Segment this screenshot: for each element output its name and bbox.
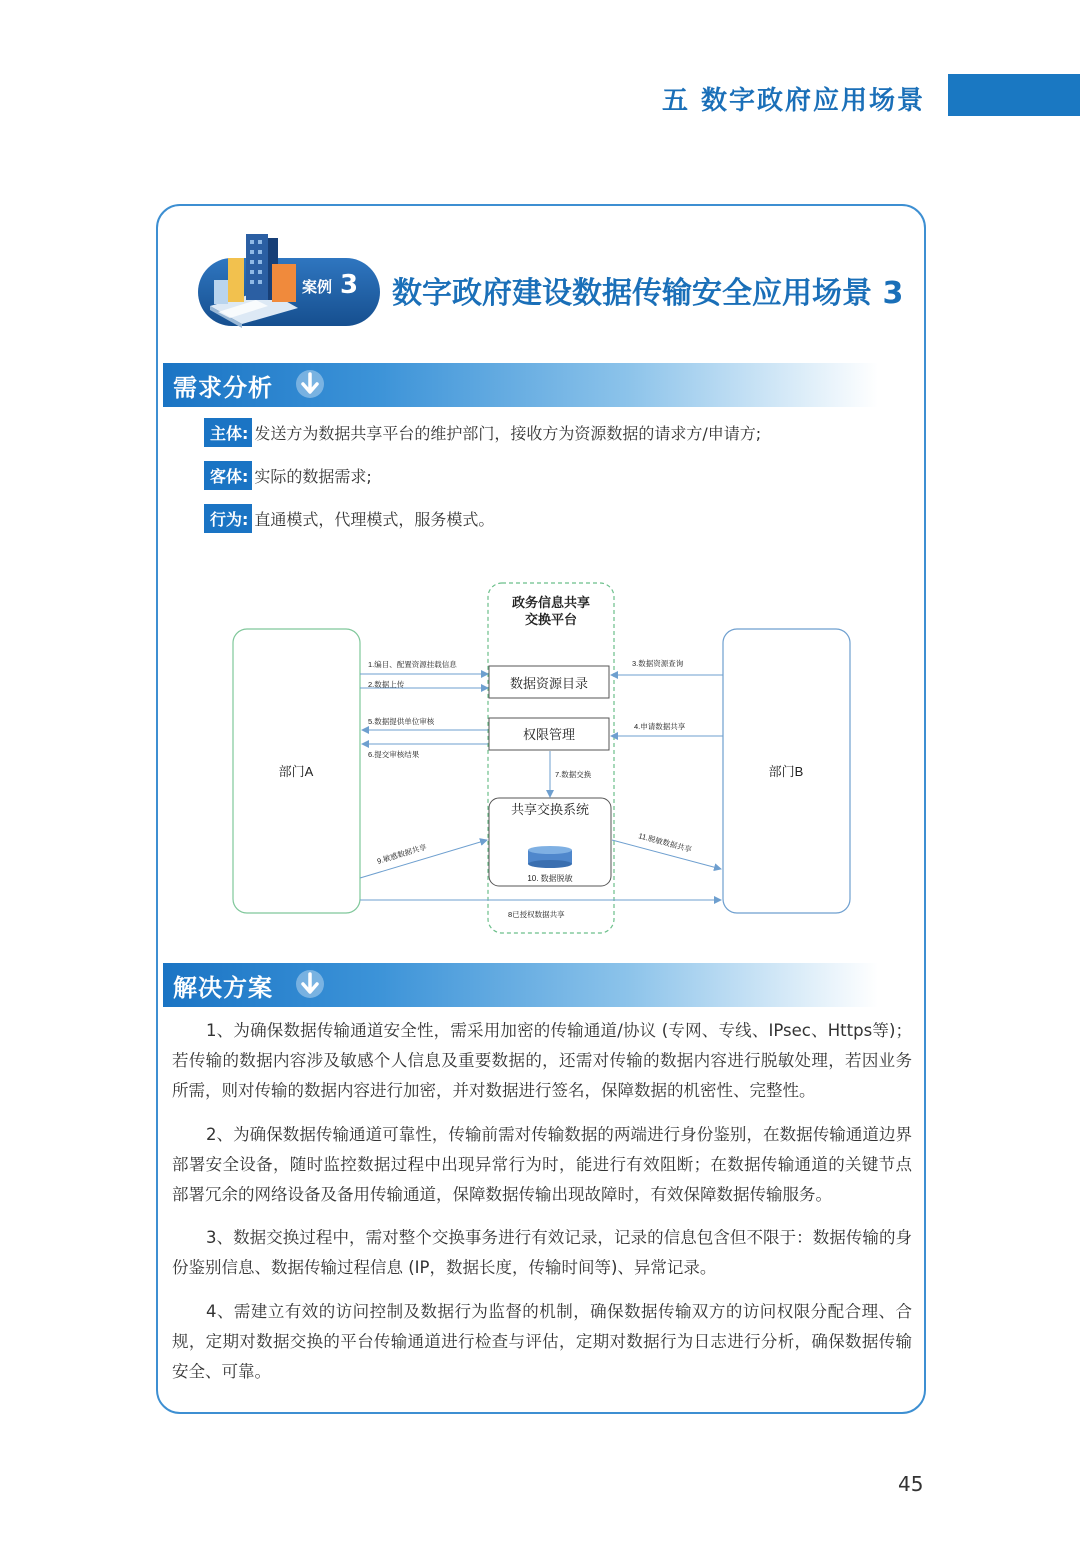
case-number: 3 — [340, 270, 359, 300]
solution-paragraph-2: 2、为确保数据传输通道可靠性，传输前需对传输数据的两端进行身份鉴别，在数据传输通道边界部署安全设备，随时监控数据过程中出现异常行为时，能进行有效阻断；在数据传输通道的关键节点部署冗余的网络设备及备用传输通道，保障数据传输出现故障时，有效保障数据传输服务。 — [172, 1125, 912, 1204]
step3-label: 3.数据资源查询 — [632, 659, 684, 668]
platform-title-line2: 交换平台 — [524, 612, 578, 627]
requirement-tag: 行为: — [204, 504, 252, 533]
database-icon — [528, 846, 572, 868]
requirement-tag: 客体: — [204, 461, 252, 490]
platform-title-line1: 政务信息共享 — [511, 595, 591, 610]
requirement-object — [204, 461, 372, 490]
requirement-text: 实际的数据需求; — [254, 467, 372, 486]
dept-b-label: 部门B — [768, 764, 804, 779]
requirement-tag: 主体: — [204, 418, 252, 447]
step4-label: 4.申请数据共享 — [634, 722, 686, 731]
catalog-label: 数据资源目录 — [509, 676, 589, 691]
case-label: 案例 — [302, 278, 333, 296]
requirement-subject — [204, 418, 761, 447]
solution-paragraph-3: 3、数据交换过程中，需对整个交换事务进行有效记录，记录的信息包含但不限于：数据传输的身份鉴别信息、数据传输过程信息 (IP，数据长度，传输时间等)、异常记录。 — [172, 1228, 912, 1277]
solution-section-header — [163, 963, 878, 1007]
requirement-text: 发送方为数据共享平台的维护部门，接收方为资源数据的请求方/申请方; — [254, 424, 762, 443]
page-number: 45 — [898, 1472, 924, 1496]
requirement-text: 直通模式，代理模式，服务模式。 — [254, 510, 495, 529]
exchange-label: 共享交换系统 — [510, 802, 590, 817]
step2-label: 2.数据上传 — [368, 680, 405, 689]
dept-a-label: 部门A — [278, 764, 314, 779]
case-title: 数字政府建设数据传输安全应用场景 3 — [392, 276, 904, 311]
step1-label: 1.编目、配置资源挂载信息 — [368, 660, 457, 669]
solution-section-title: 解决方案 — [173, 974, 273, 1002]
step8-label: 8已授权数据共享 — [508, 910, 565, 919]
step6-label: 6.提交审核结果 — [368, 750, 420, 759]
step11-label: 11.脱敏数据共享 — [637, 831, 693, 855]
permission-label: 权限管理 — [522, 727, 576, 742]
step7-label: 7.数据交换 — [555, 770, 592, 779]
step5-label: 5.数据提供单位审核 — [368, 717, 435, 726]
arrow-down-icon — [295, 369, 325, 399]
arrow-down-icon — [295, 969, 325, 999]
data-exchange-diagram — [228, 578, 858, 943]
solution-paragraph-4: 4、需建立有效的访问控制及数据行为监督的机制，确保数据传输双方的访问权限分配合理、合规，定期对数据交换的平台传输通道进行检查与评估，定期对数据行为日志进行分析，确保数据传输安全、可靠。 — [172, 1302, 912, 1381]
building-illustration-icon — [206, 228, 302, 328]
step9-label: 9.敏感数据共享 — [375, 842, 428, 866]
requirements-section-header — [163, 363, 878, 407]
chapter-title: 五 数字政府应用场景 — [661, 86, 925, 116]
chapter-color-bar — [948, 74, 1080, 116]
db-label: 10. 数据脱敏 — [527, 874, 573, 883]
requirements-section-title: 需求分析 — [173, 374, 273, 402]
requirement-behavior — [204, 504, 494, 533]
solution-paragraph-1: 1、为确保数据传输通道安全性，需采用加密的传输通道/协议 (专网、专线、IPsec、Https等)；若传输的数据内容涉及敏感个人信息及重要数据的，还需对传输的数据内容进行脱敏处理，若因业务所需，则对传输的数据内容进行加密，并对数据进行签名，保障数据的机密性、完整性。 — [172, 1021, 912, 1100]
